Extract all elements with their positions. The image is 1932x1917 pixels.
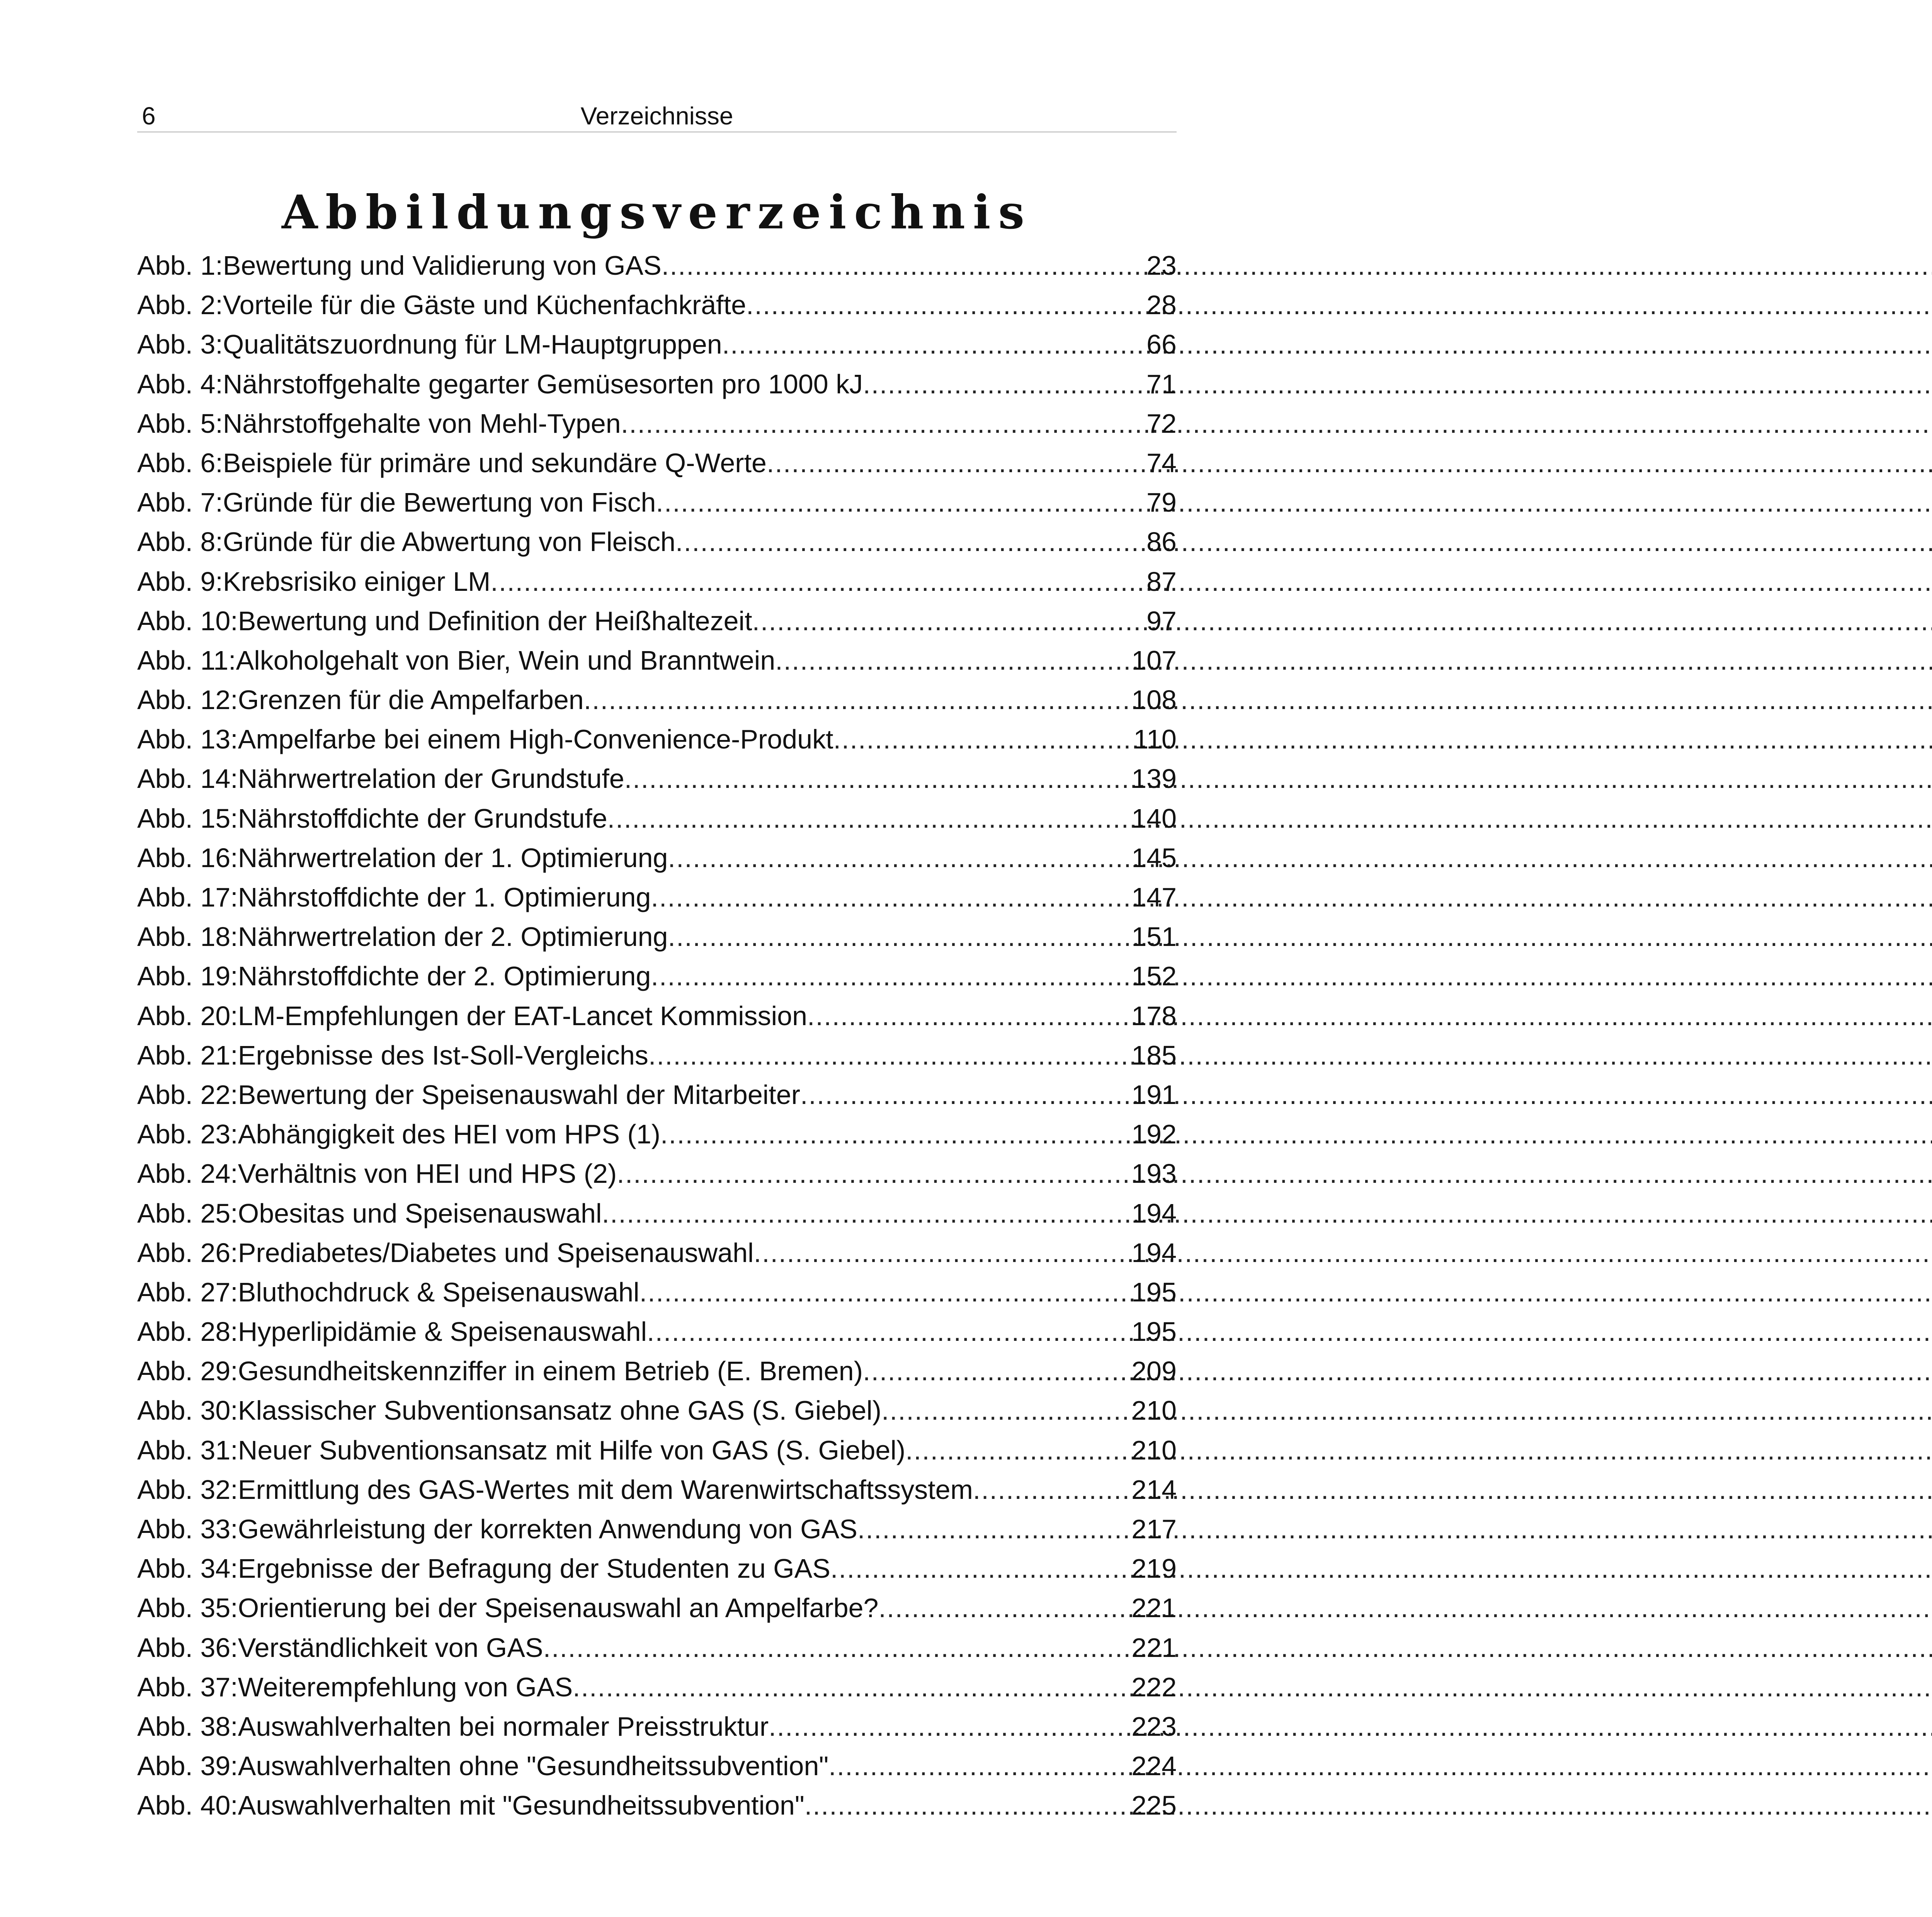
page-reference: 178 <box>1131 1000 1177 1031</box>
figure-label: Abb. 20: <box>137 1000 238 1031</box>
dot-leader <box>775 641 1130 680</box>
figure-label: Abb. 6: <box>137 447 223 478</box>
dot-leader <box>656 483 1145 522</box>
page-reference: 72 <box>1146 408 1177 439</box>
page-reference: 223 <box>1131 1711 1177 1742</box>
dot-leader <box>722 325 1145 364</box>
page-reference: 140 <box>1131 803 1177 833</box>
list-of-figures <box>137 246 1177 1825</box>
toc-entry <box>137 1431 1177 1470</box>
figure-label: Abb. 2: <box>137 290 223 320</box>
figure-title: Klassischer Subventionsansatz ohne GAS (S. Giebel) <box>238 1395 882 1426</box>
page-reference: 147 <box>1131 882 1177 912</box>
dot-leader <box>543 1628 1130 1667</box>
dot-leader <box>660 1114 1130 1154</box>
toc-entry <box>137 443 1177 483</box>
page-reference: 221 <box>1131 1632 1177 1663</box>
dot-leader <box>804 1786 1130 1825</box>
dot-leader <box>905 1431 1130 1470</box>
figure-title: Obesitas und Speisenauswahl <box>238 1198 602 1228</box>
toc-entry <box>137 1707 1177 1746</box>
toc-entry <box>137 917 1177 956</box>
dot-leader <box>668 838 1130 878</box>
dot-leader <box>624 759 1130 798</box>
toc-entry <box>137 522 1177 561</box>
page-reference: 195 <box>1131 1317 1177 1347</box>
page-reference: 151 <box>1131 922 1177 952</box>
toc-entry <box>137 1351 1177 1391</box>
figure-label: Abb. 33: <box>137 1514 238 1544</box>
dot-leader <box>617 1154 1130 1193</box>
page-reference: 28 <box>1146 290 1177 320</box>
figure-label: Abb. 3: <box>137 329 223 360</box>
toc-entry <box>137 1509 1177 1549</box>
dot-leader <box>746 285 1145 325</box>
toc-entry <box>137 246 1177 285</box>
figure-title: Gründe für die Abwertung von Fleisch <box>223 527 676 557</box>
dot-leader <box>833 720 1132 759</box>
figure-label: Abb. 17: <box>137 882 238 912</box>
dot-leader <box>800 1075 1130 1114</box>
page-reference: 210 <box>1131 1395 1177 1426</box>
figure-label: Abb. 19: <box>137 961 238 992</box>
figure-title: LM-Empfehlungen der EAT-Lancet Kommission <box>238 1000 808 1031</box>
toc-entry <box>137 759 1177 798</box>
figure-title: Gesundheitskennziffer in einem Betrieb (E. Bremen) <box>238 1356 863 1386</box>
toc-entry <box>137 1075 1177 1114</box>
figure-title: Vorteile für die Gäste und Küchenfachkräfte <box>223 290 746 320</box>
dot-leader <box>490 562 1145 601</box>
dot-leader <box>878 1588 1130 1628</box>
page-reference: 66 <box>1146 329 1177 360</box>
figure-title: Alkoholgehalt von Bier, Wein und Branntwein <box>236 645 776 675</box>
dot-leader <box>584 680 1130 720</box>
toc-entry <box>137 601 1177 641</box>
figure-label: Abb. 12: <box>137 685 238 715</box>
figure-label: Abb. 39: <box>137 1751 238 1781</box>
figure-title: Beispiele für primäre und sekundäre Q-Werte <box>223 447 767 478</box>
figure-title: Grenzen für die Ampelfarben <box>238 685 584 715</box>
figure-label: Abb. 25: <box>137 1198 238 1228</box>
figure-title: Verständlichkeit von GAS <box>238 1632 543 1663</box>
running-title: Verzeichnisse <box>580 102 733 130</box>
dot-leader <box>830 1549 1130 1588</box>
figure-title: Auswahlverhalten bei normaler Preisstruktur <box>238 1711 769 1742</box>
figure-title: Gründe für die Bewertung von Fisch <box>223 487 656 518</box>
figure-title: Bewertung der Speisenauswahl der Mitarbeiter <box>238 1079 800 1110</box>
page-reference: 86 <box>1146 527 1177 557</box>
figure-label: Abb. 27: <box>137 1277 238 1307</box>
figure-label: Abb. 18: <box>137 922 238 952</box>
figure-title: Bluthochdruck & Speisenauswahl <box>238 1277 639 1307</box>
page-reference: 87 <box>1146 566 1177 597</box>
figure-label: Abb. 36: <box>137 1632 238 1663</box>
dot-leader <box>668 917 1130 956</box>
page-reference: 108 <box>1131 685 1177 715</box>
figure-label: Abb. 23: <box>137 1119 238 1150</box>
toc-entry <box>137 641 1177 680</box>
figure-title: Weiterempfehlung von GAS <box>238 1672 573 1702</box>
dot-leader <box>621 404 1145 443</box>
toc-entry <box>137 325 1177 364</box>
toc-entry <box>137 1667 1177 1707</box>
page-reference: 152 <box>1131 961 1177 992</box>
page-reference: 145 <box>1131 842 1177 873</box>
figure-label: Abb. 10: <box>137 606 238 636</box>
toc-entry <box>137 1272 1177 1312</box>
page-reference: 192 <box>1131 1119 1177 1150</box>
figure-label: Abb. 5: <box>137 408 223 439</box>
toc-entry <box>137 1470 1177 1509</box>
figure-title: Krebsrisiko einiger LM <box>223 566 491 597</box>
dot-leader <box>767 443 1145 483</box>
toc-entry <box>137 404 1177 443</box>
dot-leader <box>973 1470 1130 1509</box>
page-reference: 222 <box>1131 1672 1177 1702</box>
figure-title: Nährwertrelation der Grundstufe <box>238 764 624 794</box>
dot-leader <box>863 364 1145 404</box>
toc-entry <box>137 680 1177 720</box>
figure-title: Gewährleistung der korrekten Anwendung von GAS <box>238 1514 857 1544</box>
page-reference: 195 <box>1131 1277 1177 1307</box>
figure-title: Nährwertrelation der 1. Optimierung <box>238 842 668 873</box>
page-reference: 191 <box>1131 1079 1177 1110</box>
figure-title: Qualitätszuordnung für LM-Hauptgruppen <box>223 329 722 360</box>
dot-leader <box>639 1272 1130 1312</box>
figure-label: Abb. 37: <box>137 1672 238 1702</box>
page-reference: 185 <box>1131 1040 1177 1070</box>
dot-leader <box>881 1391 1130 1430</box>
page-reference: 139 <box>1131 764 1177 794</box>
page-reference: 110 <box>1133 724 1177 755</box>
figure-title: Bewertung und Validierung von GAS <box>223 250 662 281</box>
figure-label: Abb. 26: <box>137 1237 238 1268</box>
figure-title: Nährstoffgehalte gegarter Gemüsesorten pro 1000 kJ <box>223 369 863 399</box>
page-reference: 193 <box>1131 1158 1177 1189</box>
toc-entry <box>137 1114 1177 1154</box>
dot-leader <box>648 1036 1130 1075</box>
dot-leader <box>662 246 1145 285</box>
figure-label: Abb. 16: <box>137 842 238 873</box>
figure-label: Abb. 40: <box>137 1790 238 1821</box>
toc-entry <box>137 1036 1177 1075</box>
figure-title: Auswahlverhalten mit "Gesundheitssubvention" <box>238 1790 804 1821</box>
page-header <box>137 97 1177 133</box>
figure-label: Abb. 15: <box>137 803 238 833</box>
page-reference: 219 <box>1131 1553 1177 1584</box>
toc-entry <box>137 799 1177 838</box>
figure-label: Abb. 8: <box>137 527 223 557</box>
page-reference: 74 <box>1146 447 1177 478</box>
figure-label: Abb. 9: <box>137 566 223 597</box>
page-reference: 224 <box>1131 1751 1177 1781</box>
toc-entry <box>137 1786 1177 1825</box>
figure-label: Abb. 31: <box>137 1435 238 1465</box>
toc-entry <box>137 720 1177 759</box>
figure-title: Neuer Subventionsansatz mit Hilfe von GAS (S. Giebel) <box>238 1435 906 1465</box>
page-reference: 194 <box>1131 1198 1177 1228</box>
toc-entry <box>137 956 1177 996</box>
toc-entry <box>137 1391 1177 1430</box>
dot-leader <box>675 522 1145 561</box>
page-reference: 71 <box>1146 369 1177 399</box>
figure-label: Abb. 1: <box>137 250 223 281</box>
toc-entry <box>137 838 1177 878</box>
figure-title: Orientierung bei der Speisenauswahl an Ampelfarbe? <box>238 1593 879 1623</box>
dot-leader <box>769 1707 1130 1746</box>
figure-label: Abb. 32: <box>137 1474 238 1505</box>
page-reference: 107 <box>1131 645 1177 675</box>
figure-title: Nährstoffdichte der 2. Optimierung <box>238 961 651 992</box>
figure-title: Ergebnisse des Ist-Soll-Vergleichs <box>238 1040 648 1070</box>
dot-leader <box>754 1233 1130 1272</box>
toc-entry <box>137 1194 1177 1233</box>
figure-title: Ergebnisse der Befragung der Studenten zu GAS <box>238 1553 830 1584</box>
toc-entry <box>137 1154 1177 1193</box>
figure-title: Nährstoffdichte der 1. Optimierung <box>238 882 651 912</box>
figure-label: Abb. 38: <box>137 1711 238 1742</box>
toc-entry <box>137 996 1177 1036</box>
dot-leader <box>857 1509 1130 1549</box>
dot-leader <box>647 1312 1130 1351</box>
toc-entry <box>137 1549 1177 1588</box>
dot-leader <box>573 1667 1130 1707</box>
page-reference: 221 <box>1131 1593 1177 1623</box>
page-reference: 23 <box>1146 250 1177 281</box>
figure-title: Nährstoffdichte der Grundstufe <box>238 803 607 833</box>
figure-label: Abb. 29: <box>137 1356 238 1386</box>
figure-label: Abb. 30: <box>137 1395 238 1426</box>
toc-entry <box>137 1233 1177 1272</box>
list-of-figures-title: Abbildungsverzeichnis <box>281 185 1032 240</box>
figure-label: Abb. 34: <box>137 1553 238 1584</box>
figure-title: Ermittlung des GAS-Wertes mit dem Warenwirtschaftssystem <box>238 1474 973 1505</box>
figure-label: Abb. 28: <box>137 1317 238 1347</box>
dot-leader <box>807 996 1130 1036</box>
figure-label: Abb. 24: <box>137 1158 238 1189</box>
toc-entry <box>137 1312 1177 1351</box>
figure-title: Nährwertrelation der 2. Optimierung <box>238 922 668 952</box>
page-reference: 217 <box>1131 1514 1177 1544</box>
figure-label: Abb. 13: <box>137 724 238 755</box>
dot-leader <box>607 799 1130 838</box>
figure-label: Abb. 7: <box>137 487 223 518</box>
page-reference: 214 <box>1131 1474 1177 1505</box>
figure-title: Abhängigkeit des HEI vom HPS (1) <box>238 1119 661 1150</box>
figure-label: Abb. 22: <box>137 1079 238 1110</box>
dot-leader <box>863 1351 1130 1391</box>
figure-title: Auswahlverhalten ohne "Gesundheitssubvention" <box>238 1751 829 1781</box>
figure-label: Abb. 35: <box>137 1593 238 1623</box>
page-reference: 79 <box>1146 487 1177 518</box>
figure-label: Abb. 21: <box>137 1040 238 1070</box>
figure-title: Hyperlipidämie & Speisenauswahl <box>238 1317 647 1347</box>
page-reference: 210 <box>1131 1435 1177 1465</box>
toc-entry <box>137 878 1177 917</box>
dot-leader <box>752 601 1145 641</box>
toc-entry <box>137 1628 1177 1667</box>
page-number: 6 <box>142 102 156 130</box>
dot-leader <box>651 956 1130 996</box>
figure-title: Verhältnis von HEI und HPS (2) <box>238 1158 617 1189</box>
dot-leader <box>602 1194 1130 1233</box>
page-reference: 97 <box>1146 606 1177 636</box>
toc-entry <box>137 1588 1177 1628</box>
page-reference: 225 <box>1131 1790 1177 1821</box>
toc-entry <box>137 483 1177 522</box>
figure-title: Bewertung und Definition der Heißhaltezeit <box>238 606 752 636</box>
dot-leader <box>828 1746 1130 1786</box>
figure-title: Prediabetes/Diabetes und Speisenauswahl <box>238 1237 754 1268</box>
dot-leader <box>651 878 1130 917</box>
toc-entry <box>137 364 1177 404</box>
page-reference: 194 <box>1131 1237 1177 1268</box>
toc-entry <box>137 562 1177 601</box>
figure-label: Abb. 11: <box>137 645 236 675</box>
toc-entry <box>137 285 1177 325</box>
figure-title: Ampelfarbe bei einem High-Convenience-Produkt <box>238 724 833 755</box>
page-reference: 209 <box>1131 1356 1177 1386</box>
figure-label: Abb. 4: <box>137 369 223 399</box>
figure-label: Abb. 14: <box>137 764 238 794</box>
toc-entry <box>137 1746 1177 1786</box>
figure-title: Nährstoffgehalte von Mehl-Typen <box>223 408 621 439</box>
